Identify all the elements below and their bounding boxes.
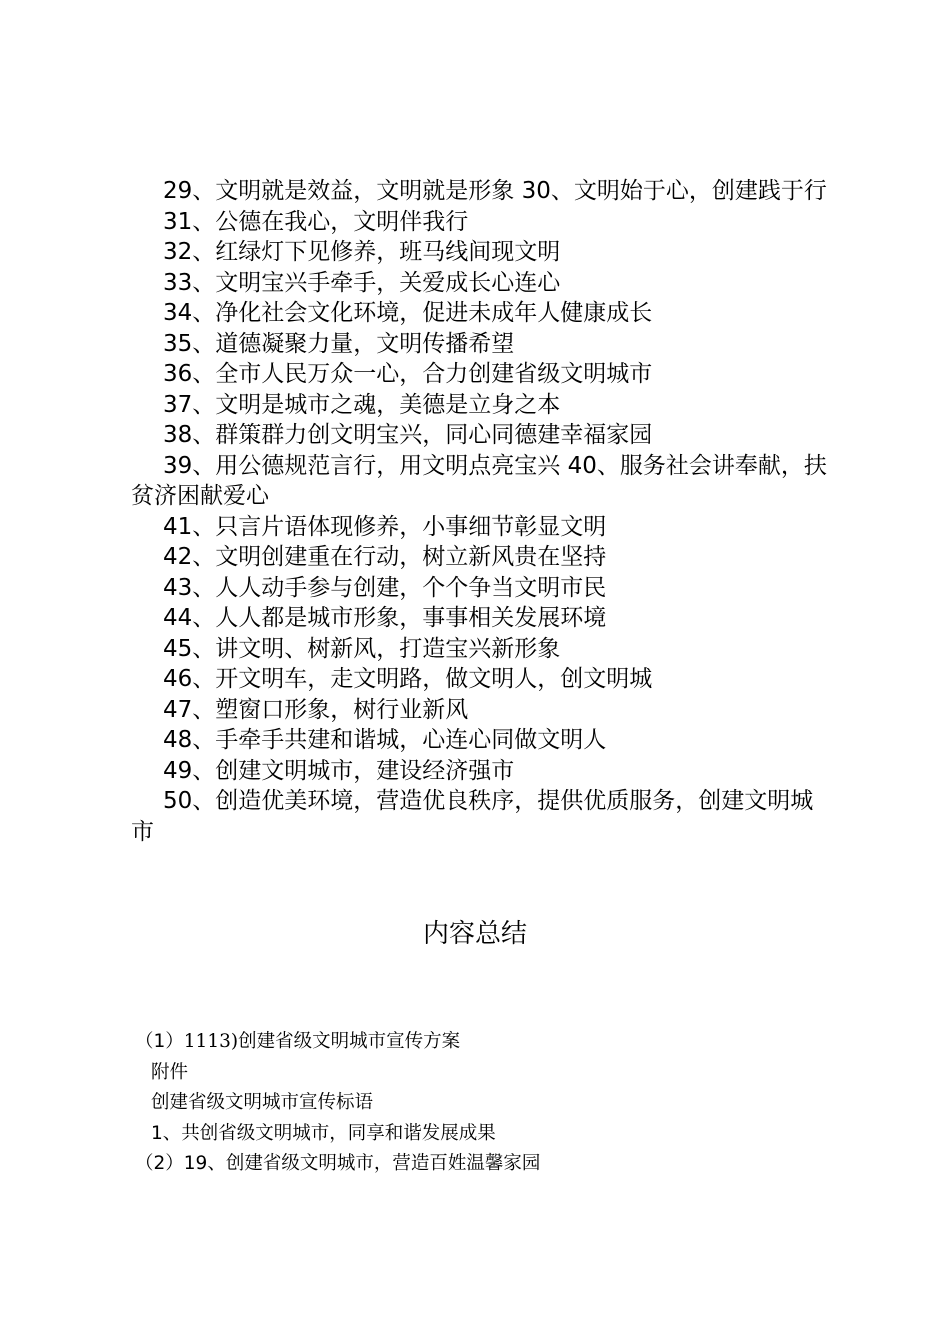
slogan-item: 42、文明创建重在行动，树立新风贵在坚持 xyxy=(163,544,607,570)
summary-title: 内容总结 xyxy=(422,919,527,949)
summary-attachment-line: 附件 xyxy=(151,1061,189,1083)
slogan-item: 38、群策群力创文明宝兴，同心同德建幸福家园 xyxy=(163,422,653,448)
summary-item-2-marker: （2） xyxy=(135,1153,184,1174)
slogan-item: 36、全市人民万众一心，合力创建省级文明城市 xyxy=(163,361,653,387)
slogan-item: 33、文明宝兴手牵手，关爱成长心连心 xyxy=(163,269,561,296)
slogan-item: 44、人人都是城市形象，事事相关发展环境 xyxy=(163,605,607,631)
slogan-item: 37、文明是城市之魂，美德是立身之本 xyxy=(163,391,561,418)
slogan-item: 31、公德在我心，文明伴我行 xyxy=(163,208,469,235)
summary-item-1-text: 1113)创建省级文明城市宣传方案 xyxy=(183,1031,461,1052)
slogan-item: 34、净化社会文化环境，促进未成年人健康成长 xyxy=(163,300,653,326)
slogan-item: 39、用公德规范言行，用文明点亮宝兴 40、服务社会讲奉献，扶贫济困献爱心 xyxy=(131,452,827,509)
summary-item-2-text: 19、创建省级文明城市，营造百姓温馨家园 xyxy=(183,1153,541,1174)
slogan-item: 47、塑窗口形象，树行业新风 xyxy=(163,696,469,723)
slogan-item: 49、创建文明城市，建设经济强市 xyxy=(163,757,515,784)
slogan-item: 41、只言片语体现修养，小事细节彰显文明 xyxy=(163,513,607,540)
summary-item-2 xyxy=(135,1149,835,1180)
summary-heading-line: 创建省级文明城市宣传标语 xyxy=(151,1092,374,1113)
summary-item-1-marker: （1） xyxy=(135,1031,184,1052)
slogan-item: 45、讲文明、树新风，打造宝兴新形象 xyxy=(163,635,561,662)
summary-first-slogan-line: 1、共创省级文明城市，同享和谐发展成果 xyxy=(151,1122,496,1144)
summary-section xyxy=(135,1027,835,1180)
summary-item-1 xyxy=(135,1027,835,1058)
slogan-item: 50、创造优美环境，营造优良秩序，提供优质服务，创建文明城市 xyxy=(131,788,814,845)
slogan-item: 29、文明就是效益，文明就是形象 30、文明始于心，创建践于行 xyxy=(163,178,827,204)
slogan-item: 32、红绿灯下见修养，班马线间现文明 xyxy=(163,239,561,265)
slogan-list xyxy=(131,176,831,847)
slogan-item: 48、手牵手共建和谐城，心连心同做文明人 xyxy=(163,727,607,753)
slogan-item: 46、开文明车，走文明路，做文明人，创文明城 xyxy=(163,666,653,692)
slogan-item: 43、人人动手参与创建，个个争当文明市民 xyxy=(163,574,607,601)
slogan-item: 35、道德凝聚力量，文明传播希望 xyxy=(163,330,515,357)
